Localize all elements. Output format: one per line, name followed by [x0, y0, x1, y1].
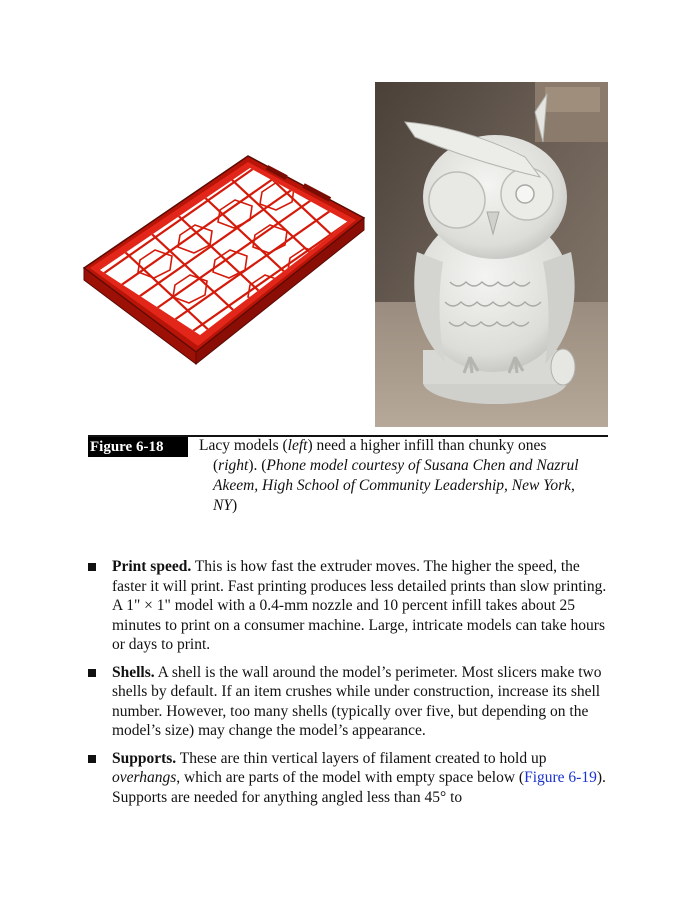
bullet-square-icon — [88, 669, 96, 677]
list-item-shells: Shells. A shell is the wall around the model’s perimeter. Most slicers make two shells by default. If an item crushes while under construction, increase its shell number. However, too many shells (typically over five, but depending on the model’s size) may change the model’s appearance. — [88, 663, 618, 741]
figure-label: Figure 6-18 — [88, 437, 188, 457]
figure-caption: Lacy models (left) need a higher infill than chunky ones (right). (Phone model courtesy of Susana Chen and Nazrul Akeem, High School of Community Leadership, New York, NY) — [199, 437, 579, 514]
figure-6-19-link[interactable]: Figure 6-19 — [524, 769, 597, 786]
settings-list — [88, 557, 618, 815]
list-item-supports: Supports. These are thin vertical layers of filament created to hold up overhangs, which are parts of the model with empty space below (Figure 6-19). Supports are needed for anything angled less than 45° to — [88, 749, 618, 808]
phone-case-image — [80, 150, 365, 370]
list-item-print-speed: Print speed. This is how fast the extruder moves. The higher the speed, the faster it will print. Fast printing produces less detailed prints than slow printing. A 1" × 1" model with a 0.4-mm nozzle and 10 percent infill takes about 25 minutes to print on a consumer machine. Large, intricate models can take hours or days to print. — [88, 557, 618, 655]
bullet-square-icon — [88, 755, 96, 763]
owl-photo — [375, 82, 608, 427]
bullet-square-icon — [88, 563, 96, 571]
